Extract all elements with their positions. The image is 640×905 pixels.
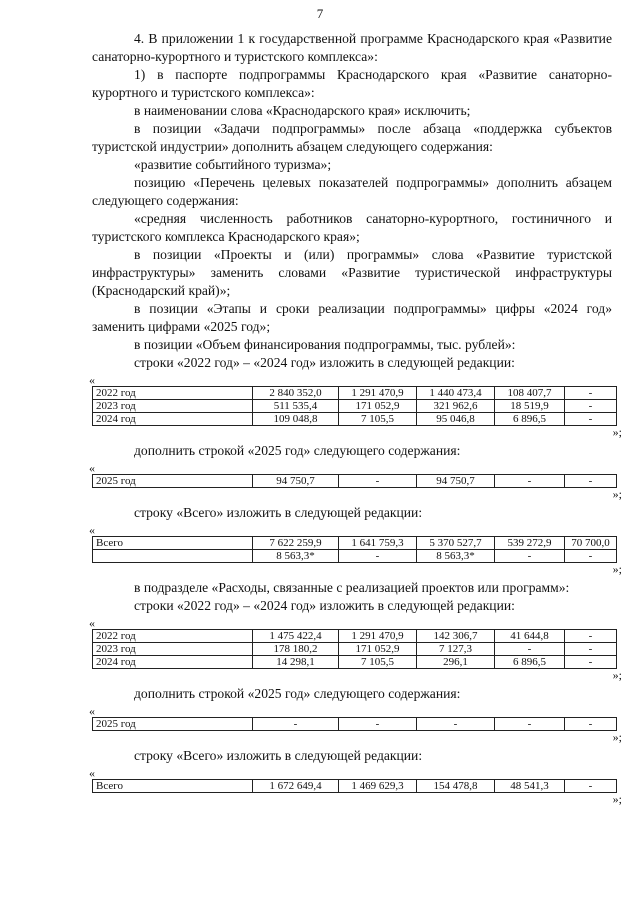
value-cell: 1 475 422,4 [253,630,339,643]
quote-close: »; [612,668,622,682]
row-label-cell: 2023 год [93,400,253,413]
paragraph-event-tourism: «развитие событийного туризма»; [134,157,332,172]
value-cell: 7 127,3 [417,643,495,656]
quote-close: »; [612,792,622,806]
value-cell: - [565,630,617,643]
value-cell: - [565,643,617,656]
value-cell: - [565,400,617,413]
value-cell: 511 535,4 [253,400,339,413]
table-row [93,413,617,426]
paragraph-passport: 1) в паспорте подпрограммы Краснодарского края «Развитие санаторно-курортного и туристского комплекса»: [92,67,612,100]
table-row [93,475,617,488]
value-cell: 14 298,1 [253,656,339,669]
value-cell: - [495,718,565,731]
table-row [93,400,617,413]
value-cell: - [253,718,339,731]
value-cell: 1 672 649,4 [253,780,339,793]
row-label-cell: 2024 год [93,413,253,426]
financing-table-2022-2024 [92,386,617,426]
value-cell: 171 052,9 [339,643,417,656]
value-cell: 94 750,7 [253,475,339,488]
financing-table-2025 [92,474,617,488]
value-cell: 178 180,2 [253,643,339,656]
value-cell: 6 896,5 [495,413,565,426]
value-cell: 41 644,8 [495,630,565,643]
paragraph-stages: в позиции «Этапы и сроки реализации подпрограммы» цифры «2024 год» заменить цифрами «2025 год»; [92,301,612,334]
paragraph-indicators: позицию «Перечень целевых показателей подпрограммы» дополнить абзацем следующего содержания: [92,175,612,208]
quote-open: « [89,523,95,537]
quote-open: « [89,704,95,718]
table-row [93,630,617,643]
expenses-table-2022-2024 [92,629,617,669]
value-cell: 1 291 470,9 [339,630,417,643]
value-cell: - [565,656,617,669]
expenses-table-total [92,779,617,793]
value-cell: 171 052,9 [339,400,417,413]
value-cell: 6 896,5 [495,656,565,669]
value-cell: 48 541,3 [495,780,565,793]
value-cell: 94 750,7 [417,475,495,488]
expenses-table-2025 [92,717,617,731]
value-cell: - [495,475,565,488]
value-cell: 8 563,3* [417,550,495,563]
table-row [93,550,617,563]
table-row [93,656,617,669]
table-row [93,643,617,656]
quote-open: « [89,461,95,475]
value-cell: - [495,643,565,656]
table-row [93,718,617,731]
paragraph-expenses-add-2025: дополнить строкой «2025 год» следующего содержания: [134,686,461,701]
value-cell: 154 478,8 [417,780,495,793]
table-row [93,387,617,400]
value-cell: 2 840 352,0 [253,387,339,400]
quote-close: »; [612,425,622,439]
value-cell: - [565,413,617,426]
value-cell: 142 306,7 [417,630,495,643]
paragraph-add-2025: дополнить строкой «2025 год» следующего содержания: [134,443,461,458]
value-cell: - [565,780,617,793]
row-label-cell: 2025 год [93,718,253,731]
row-label-cell: 2022 год [93,387,253,400]
quote-open: « [89,766,95,780]
quote-open: « [89,616,95,630]
value-cell: - [565,475,617,488]
value-cell: 95 046,8 [417,413,495,426]
paragraph-expenses-rows: строки «2022 год» – «2024 год» изложить в следующей редакции: [134,598,515,613]
value-cell: 1 641 759,3 [339,537,417,550]
document-body [89,30,622,806]
table-row [93,780,617,793]
value-cell: - [565,550,617,563]
value-cell: 5 370 527,7 [417,537,495,550]
value-cell: 321 962,6 [417,400,495,413]
paragraph-name-change: в наименовании слова «Краснодарского края» исключить; [134,103,471,118]
row-label-cell: 2022 год [93,630,253,643]
value-cell: - [339,475,417,488]
value-cell: 1 291 470,9 [339,387,417,400]
value-cell: 70 700,0 [565,537,617,550]
row-label-cell: 2024 год [93,656,253,669]
table-row [93,537,617,550]
page-number: 7 [316,6,324,21]
row-label-cell [93,550,253,563]
paragraph-rows-2022-2024: строки «2022 год» – «2024 год» изложить в следующей редакции: [134,355,515,370]
paragraph-expenses-total: строку «Всего» изложить в следующей редакции: [134,748,423,763]
value-cell: 18 519,9 [495,400,565,413]
value-cell: 1 440 473,4 [417,387,495,400]
value-cell: - [339,718,417,731]
row-label-cell: Всего [93,537,253,550]
paragraph-expenses-section: в подразделе «Расходы, связанные с реализацией проектов или программ»: [134,580,570,595]
value-cell: 7 622 259,9 [253,537,339,550]
value-cell: 7 105,5 [339,656,417,669]
paragraph-financing: в позиции «Объем финансирования подпрограммы, тыс. рублей»: [134,337,516,352]
paragraph-item4: 4. В приложении 1 к государственной программе Краснодарского края «Развитие санаторно-курортного и туристского комплекса»: [92,31,612,64]
value-cell: 109 048,8 [253,413,339,426]
paragraph-total: строку «Всего» изложить в следующей редакции: [134,505,423,520]
quote-open: « [89,373,95,387]
quote-close: »; [612,730,622,744]
row-label-cell: 2023 год [93,643,253,656]
row-label-cell: Всего [93,780,253,793]
value-cell: 7 105,5 [339,413,417,426]
financing-table-total [92,536,617,563]
row-label-cell: 2025 год [93,475,253,488]
value-cell: - [339,550,417,563]
value-cell: 108 407,7 [495,387,565,400]
quote-close: »; [612,487,622,501]
value-cell: - [565,387,617,400]
value-cell: 296,1 [417,656,495,669]
paragraph-staff-count: «средняя численность работников санаторно-курортного, гостиничного и туристского комплекса Краснодарского края»; [92,211,612,244]
value-cell: - [417,718,495,731]
paragraph-tasks: в позиции «Задачи подпрограммы» после абзаца «поддержка субъектов туристской индустрии» дополнить абзацем следующего содержания: [92,121,612,154]
paragraph-projects: в позиции «Проекты и (или) программы» слова «Развитие туристской инфраструктуры» заменить словами «Развитие туристической инфраструктуры (Краснодарский край)»; [92,247,612,298]
value-cell: 539 272,9 [495,537,565,550]
value-cell: - [495,550,565,563]
quote-close: »; [612,562,622,576]
value-cell: - [565,718,617,731]
value-cell: 8 563,3* [253,550,339,563]
value-cell: 1 469 629,3 [339,780,417,793]
